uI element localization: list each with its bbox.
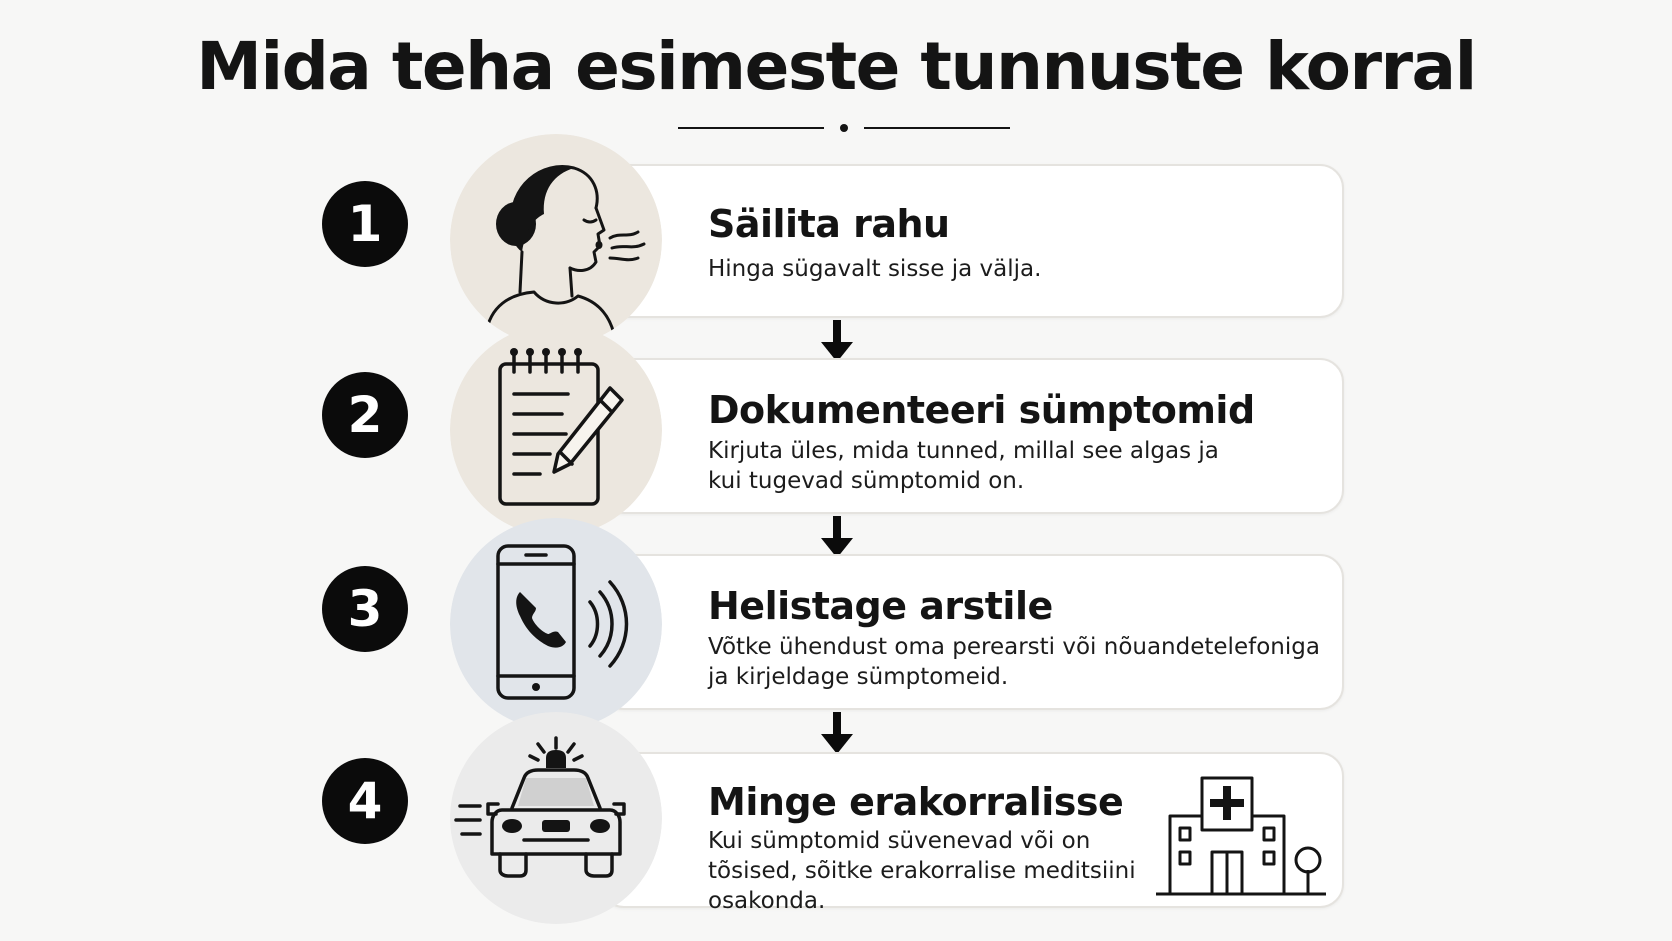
step-2-number-badge: 2 (322, 372, 408, 458)
step-2-title: Dokumenteeri sümptomid (708, 388, 1255, 432)
phone-call-icon (450, 518, 662, 730)
step-3-description: Võtke ühendust oma perearsti või nõuandetelefoniga ja kirjeldage sümptomeid. (708, 634, 1320, 690)
emergency-car-icon (450, 712, 662, 924)
step-4-description: Kui sümptomid süvenevad või on tõsised, sõitke erakorralise meditsiini osakonda. (708, 828, 1136, 914)
hospital-icon (1150, 772, 1330, 900)
step-1-description: Hinga sügavalt sisse ja välja. (708, 256, 1042, 282)
step-1-title: Säilita rahu (708, 202, 950, 246)
step-3-number-badge: 3 (322, 566, 408, 652)
notepad-pencil-icon (450, 324, 662, 536)
step-1-number-badge: 1 (322, 181, 408, 267)
step-4-number-badge: 4 (322, 758, 408, 844)
step-2-description: Kirjuta üles, mida tunned, millal see algas ja kui tugevad sümptomid on. (708, 438, 1219, 494)
step-3-title: Helistage arstile (708, 584, 1053, 628)
page-title: Mida teha esimeste tunnuste korral (196, 28, 1476, 105)
step-4-title: Minge erakorralisse (708, 780, 1124, 824)
